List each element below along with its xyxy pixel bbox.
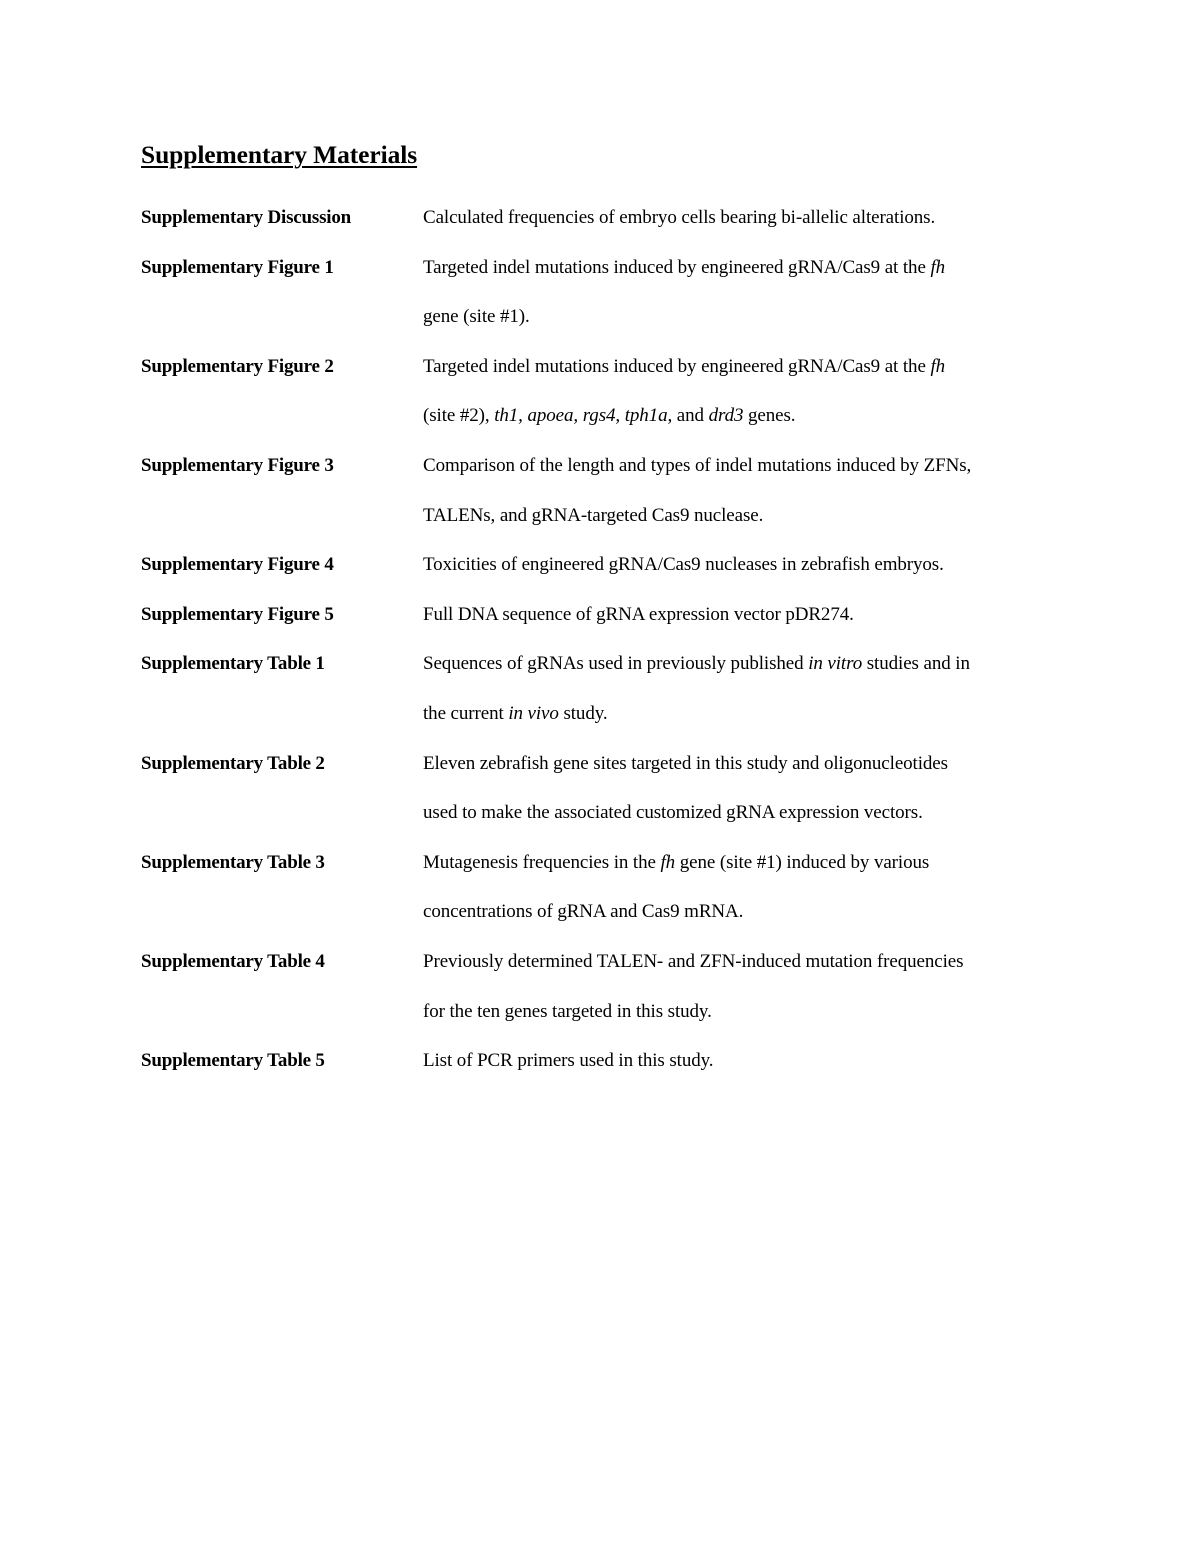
text-run: Calculated frequencies of embryo cells bearing bi-allelic alterations.	[423, 207, 936, 228]
list-item	[141, 937, 1081, 1036]
entry-label: Supplementary Table 3	[141, 851, 325, 873]
text-run: for the ten genes targeted in this study.	[423, 1000, 712, 1022]
description-line	[423, 788, 1063, 838]
description-line	[423, 838, 1063, 888]
entry-description	[423, 1036, 1063, 1086]
italic-text: in vitro	[808, 653, 863, 675]
list-item	[141, 590, 1081, 640]
list-item	[141, 838, 1081, 937]
text-run: used to make the associated customized gRNA expression vectors.	[423, 802, 923, 824]
description-line	[423, 739, 1063, 789]
entry-label: Supplementary Discussion	[141, 207, 352, 228]
description-line	[423, 243, 1063, 293]
entry-label: Supplementary Figure 2	[141, 355, 334, 377]
text-run: genes.	[743, 405, 796, 427]
text-run: List of PCR primers used in this study.	[423, 1050, 714, 1072]
text-run: studies and in	[862, 653, 970, 675]
list-item	[141, 1036, 1081, 1086]
italic-text: fh	[660, 851, 676, 873]
entry-description	[423, 739, 1063, 838]
text-run: (site #2),	[423, 405, 495, 427]
entry-description	[423, 540, 1063, 590]
entry-label: Supplementary Table 1	[141, 653, 325, 675]
description-line	[423, 937, 1063, 987]
entry-label: Supplementary Table 2	[141, 752, 325, 774]
entry-description	[423, 937, 1063, 1036]
entry-description	[423, 838, 1063, 937]
text-run: and	[672, 405, 709, 427]
entry-description	[423, 342, 1063, 441]
list-item	[141, 441, 1081, 540]
text-run: concentrations of gRNA and Cas9 mRNA.	[423, 901, 744, 923]
text-run: gene (site #1).	[423, 306, 530, 328]
entry-label: Supplementary Table 5	[141, 1050, 325, 1072]
text-run: Previously determined TALEN- and ZFN-induced mutation frequencies	[423, 950, 964, 972]
entry-description	[423, 441, 1063, 540]
list-item	[141, 243, 1081, 342]
entry-label: Supplementary Table 4	[141, 950, 325, 972]
entry-label: Supplementary Figure 5	[141, 603, 334, 625]
entry-description	[423, 590, 1063, 640]
entry-label: Supplementary Figure 3	[141, 454, 334, 476]
list-item	[141, 342, 1081, 441]
description-line	[423, 342, 1063, 392]
description-line	[423, 292, 1063, 342]
text-run: the current	[423, 702, 509, 724]
text-run: study.	[558, 702, 608, 724]
entry-description	[423, 243, 1063, 342]
text-run: Targeted indel mutations induced by engineered gRNA/Cas9 at the	[423, 355, 931, 377]
italic-text: fh	[930, 355, 946, 377]
text-run: Sequences of gRNAs used in previously published	[423, 653, 809, 675]
text-run: Targeted indel mutations induced by engineered gRNA/Cas9 at the	[423, 256, 931, 278]
italic-text: drd3	[708, 405, 744, 427]
page-title: Supplementary Materials	[141, 140, 418, 169]
entry-label: Supplementary Figure 1	[141, 256, 334, 278]
text-run: Comparison of the length and types of indel mutations induced by ZFNs,	[423, 454, 972, 476]
description-line	[423, 391, 1063, 441]
description-line	[423, 639, 1063, 689]
description-line	[423, 987, 1063, 1037]
description-line	[423, 441, 1063, 491]
supplementary-list	[141, 193, 1081, 1086]
text-run: Toxicities of engineered gRNA/Cas9 nucleases in zebrafish embryos.	[423, 554, 944, 576]
list-item	[141, 540, 1081, 590]
italic-text: th1, apoea, rgs4, tph1a,	[494, 405, 673, 427]
list-item	[141, 739, 1081, 838]
entry-description	[423, 193, 1063, 243]
description-line	[423, 590, 1063, 640]
italic-text: fh	[930, 256, 946, 278]
list-item	[141, 193, 1081, 243]
text-run: gene (site #1) induced by various	[675, 851, 930, 873]
description-line	[423, 1036, 1063, 1086]
description-line	[423, 491, 1063, 541]
italic-text: in vivo	[508, 702, 559, 724]
text-run: TALENs, and gRNA-targeted Cas9 nuclease.	[423, 504, 764, 526]
description-line	[423, 887, 1063, 937]
description-line	[423, 540, 1063, 590]
text-run: Mutagenesis frequencies in the	[423, 851, 661, 873]
list-item	[141, 639, 1081, 738]
text-run: Full DNA sequence of gRNA expression vector pDR274.	[423, 603, 854, 625]
description-line	[423, 689, 1063, 739]
entry-description	[423, 639, 1063, 738]
entry-label: Supplementary Figure 4	[141, 554, 334, 576]
text-run: Eleven zebrafish gene sites targeted in this study and oligonucleotides	[423, 752, 948, 774]
description-line	[423, 193, 1063, 243]
